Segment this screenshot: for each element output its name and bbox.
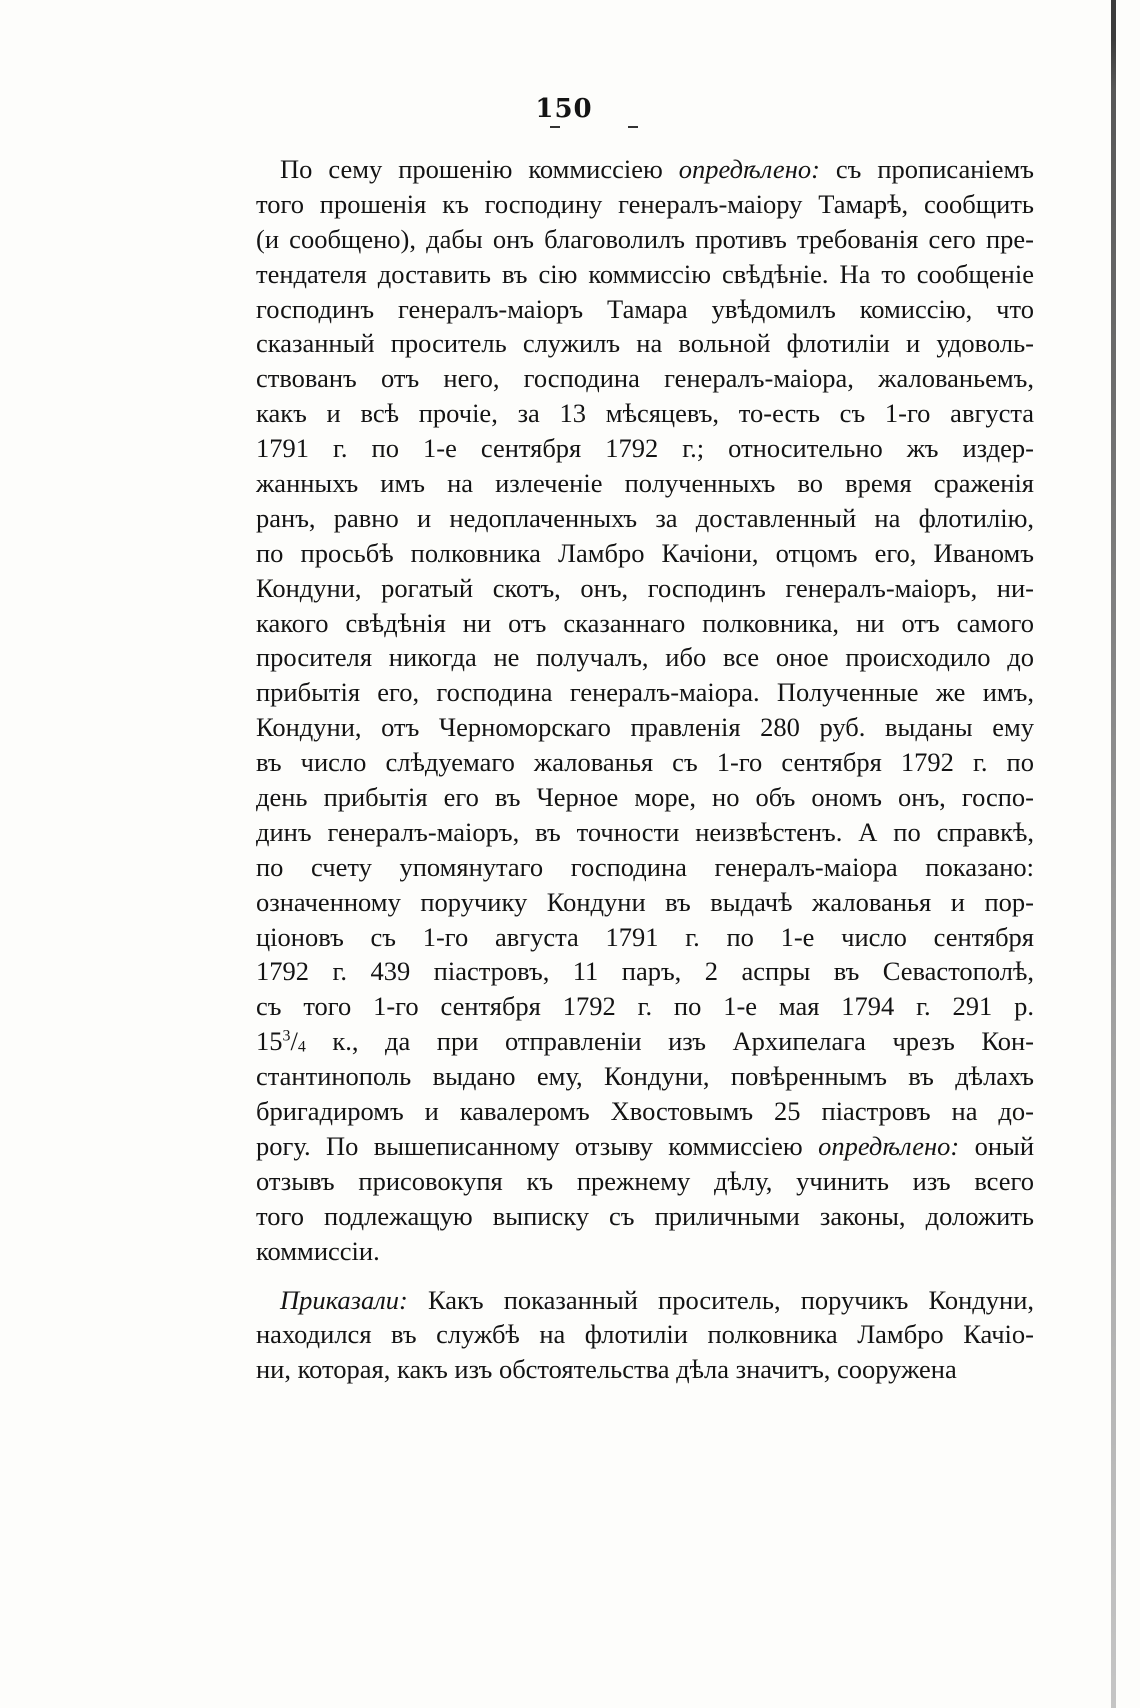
text-line bbox=[256, 361, 1034, 396]
text-segment: По сему прошенію коммиссіею bbox=[280, 154, 679, 184]
paragraph-1 bbox=[256, 152, 1034, 1269]
text-segment: / bbox=[290, 1026, 298, 1057]
text-segment: бригадиромъ и кавалеромъ Хвостовымъ 25 піастровъ на до- bbox=[256, 1096, 1034, 1127]
text-segment: день прибытія его въ Черное море, но объ ономъ онъ, госпо- bbox=[256, 782, 1034, 813]
text-line bbox=[256, 326, 1034, 361]
text-segment: господинъ генералъ-маіоръ Тамара увѣдомилъ комиссію, что bbox=[256, 293, 1034, 324]
text-line bbox=[256, 536, 1034, 571]
text-segment: по просьбѣ полковника Ламбро Качіони, отцомъ его, Иваномъ bbox=[256, 537, 1034, 568]
text-line bbox=[256, 222, 1034, 257]
text-segment: того подлежащую выписку съ приличными законы, доложить bbox=[256, 1200, 1034, 1231]
text-line bbox=[256, 431, 1034, 466]
text-segment: ствованъ отъ него, господина генералъ-маіора, жалованьемъ, bbox=[256, 363, 1034, 394]
text-segment: находился въ службѣ на флотиліи полковника Ламбро Качіо- bbox=[256, 1319, 1034, 1350]
italic-term: опредѣлено: bbox=[818, 1130, 960, 1161]
binding-edge bbox=[1111, 0, 1116, 1708]
text-line bbox=[256, 292, 1034, 327]
text-line bbox=[256, 1024, 1034, 1059]
text-line bbox=[256, 1352, 1034, 1387]
text-line bbox=[256, 640, 1034, 675]
body-text bbox=[256, 152, 1034, 1387]
text-segment: Кондуни, рогатый скотъ, онъ, господинъ генералъ-маіоръ, ни- bbox=[256, 572, 1034, 603]
text-segment: оный bbox=[959, 1130, 1034, 1161]
text-line bbox=[256, 885, 1034, 920]
italic-term: Приказали: bbox=[280, 1284, 408, 1315]
text-segment: ціоновъ съ 1-го августа 1791 г. по 1-е число сентября bbox=[256, 921, 1034, 952]
text-line bbox=[256, 501, 1034, 536]
text-line bbox=[256, 1164, 1034, 1199]
text-line bbox=[256, 710, 1034, 745]
text-line bbox=[256, 1283, 1034, 1318]
text-line bbox=[256, 780, 1034, 815]
text-segment: тендателя доставить въ сію коммиссію свѣдѣніе. На то сообщеніе bbox=[256, 258, 1034, 289]
italic-term: опредѣлено: bbox=[678, 154, 820, 184]
page-number: 150 bbox=[535, 94, 593, 124]
text-line bbox=[256, 187, 1034, 222]
page-header bbox=[0, 94, 1140, 124]
text-line bbox=[256, 920, 1034, 955]
text-segment: динъ генералъ-маіоръ, въ точности неизвѣстенъ. А по справкѣ, bbox=[256, 816, 1034, 847]
text-line bbox=[256, 571, 1034, 606]
text-line bbox=[256, 1199, 1034, 1234]
text-segment: въ число слѣдуемаго жалованья съ 1-го сентября 1792 г. по bbox=[256, 747, 1034, 778]
text-segment: прибытія его, господина генералъ-маіора. Полученные же имъ, bbox=[256, 677, 1034, 708]
text-segment: (и сообщено), дабы онъ благоволилъ противъ требованія сего пре- bbox=[256, 223, 1034, 254]
text-segment: 4 bbox=[297, 1038, 306, 1056]
text-segment: съ того 1-го сентября 1792 г. по 1-е мая 1794 г. 291 р. bbox=[256, 991, 1034, 1022]
text-line bbox=[256, 1059, 1034, 1094]
text-line bbox=[256, 850, 1034, 885]
text-segment: того прошенія къ господину генералъ-маіору Тамарѣ, сообщить bbox=[256, 188, 1034, 219]
text-line bbox=[256, 745, 1034, 780]
text-segment: жанныхъ имъ на излеченіе полученныхъ во время сраженія bbox=[256, 468, 1034, 499]
text-segment: коммиссіи. bbox=[256, 1235, 380, 1266]
text-line bbox=[256, 257, 1034, 292]
paragraph-2 bbox=[256, 1283, 1034, 1388]
text-segment: 1792 г. 439 піастровъ, 11 паръ, 2 аспры въ Севастополѣ, bbox=[256, 956, 1034, 987]
text-segment: стантинополь выдано ему, Кондуни, повѣреннымъ въ дѣлахъ bbox=[256, 1061, 1034, 1092]
text-segment: 15 bbox=[256, 1026, 283, 1057]
text-segment: Какъ показанный проситель, поручикъ Кондуни, bbox=[407, 1284, 1034, 1315]
text-line bbox=[256, 815, 1034, 850]
text-segment: съ прописаніемъ bbox=[819, 154, 1035, 184]
text-line bbox=[256, 606, 1034, 641]
text-segment: просителя никогда не получалъ, ибо все оное происходило до bbox=[256, 642, 1034, 673]
text-segment: сказанный проситель служилъ на вольной флотиліи и удоволь- bbox=[256, 328, 1034, 359]
text-segment: означенному поручику Кондуни въ выдачѣ жалованья и пор- bbox=[256, 886, 1034, 917]
text-line bbox=[256, 1234, 1034, 1269]
text-segment: какъ и всѣ прочіе, за 13 мѣсяцевъ, то-есть съ 1-го августа bbox=[256, 398, 1034, 429]
text-segment: ни, которая, какъ изъ обстоятельства дѣла значитъ, сооружена bbox=[256, 1354, 957, 1385]
text-line bbox=[256, 466, 1034, 501]
text-segment: рогу. По вышеписанному отзыву коммиссіею bbox=[256, 1130, 819, 1161]
text-line bbox=[256, 1094, 1034, 1129]
text-line bbox=[256, 1129, 1034, 1164]
text-line bbox=[256, 954, 1034, 989]
text-segment: ранъ, равно и недоплаченныхъ за доставленный на флотилію, bbox=[256, 502, 1034, 533]
text-segment: по счету упомянутаго господина генералъ-маіора показано: bbox=[256, 851, 1034, 882]
text-line bbox=[256, 1317, 1034, 1352]
text-segment: Кондуни, отъ Черноморскаго правленія 280 руб. выданы ему bbox=[256, 712, 1034, 743]
header-dash-left bbox=[550, 126, 560, 128]
header-dash-right bbox=[628, 126, 638, 128]
text-line bbox=[256, 675, 1034, 710]
paragraph-gap bbox=[256, 1269, 1034, 1283]
text-segment: какого свѣдѣнія ни отъ сказаннаго полковника, ни отъ самого bbox=[256, 607, 1034, 638]
text-line bbox=[256, 989, 1034, 1024]
text-line bbox=[256, 152, 1034, 187]
text-segment: 1791 г. по 1-е сентября 1792 г.; относительно жъ издер- bbox=[256, 433, 1034, 464]
text-segment: 3 bbox=[282, 1027, 291, 1045]
text-segment: к., да при отправленіи изъ Архипелага чрезъ Кон- bbox=[305, 1026, 1034, 1057]
text-line bbox=[256, 396, 1034, 431]
text-segment: отзывъ присовокупя къ прежнему дѣлу, учинить изъ всего bbox=[256, 1165, 1034, 1196]
